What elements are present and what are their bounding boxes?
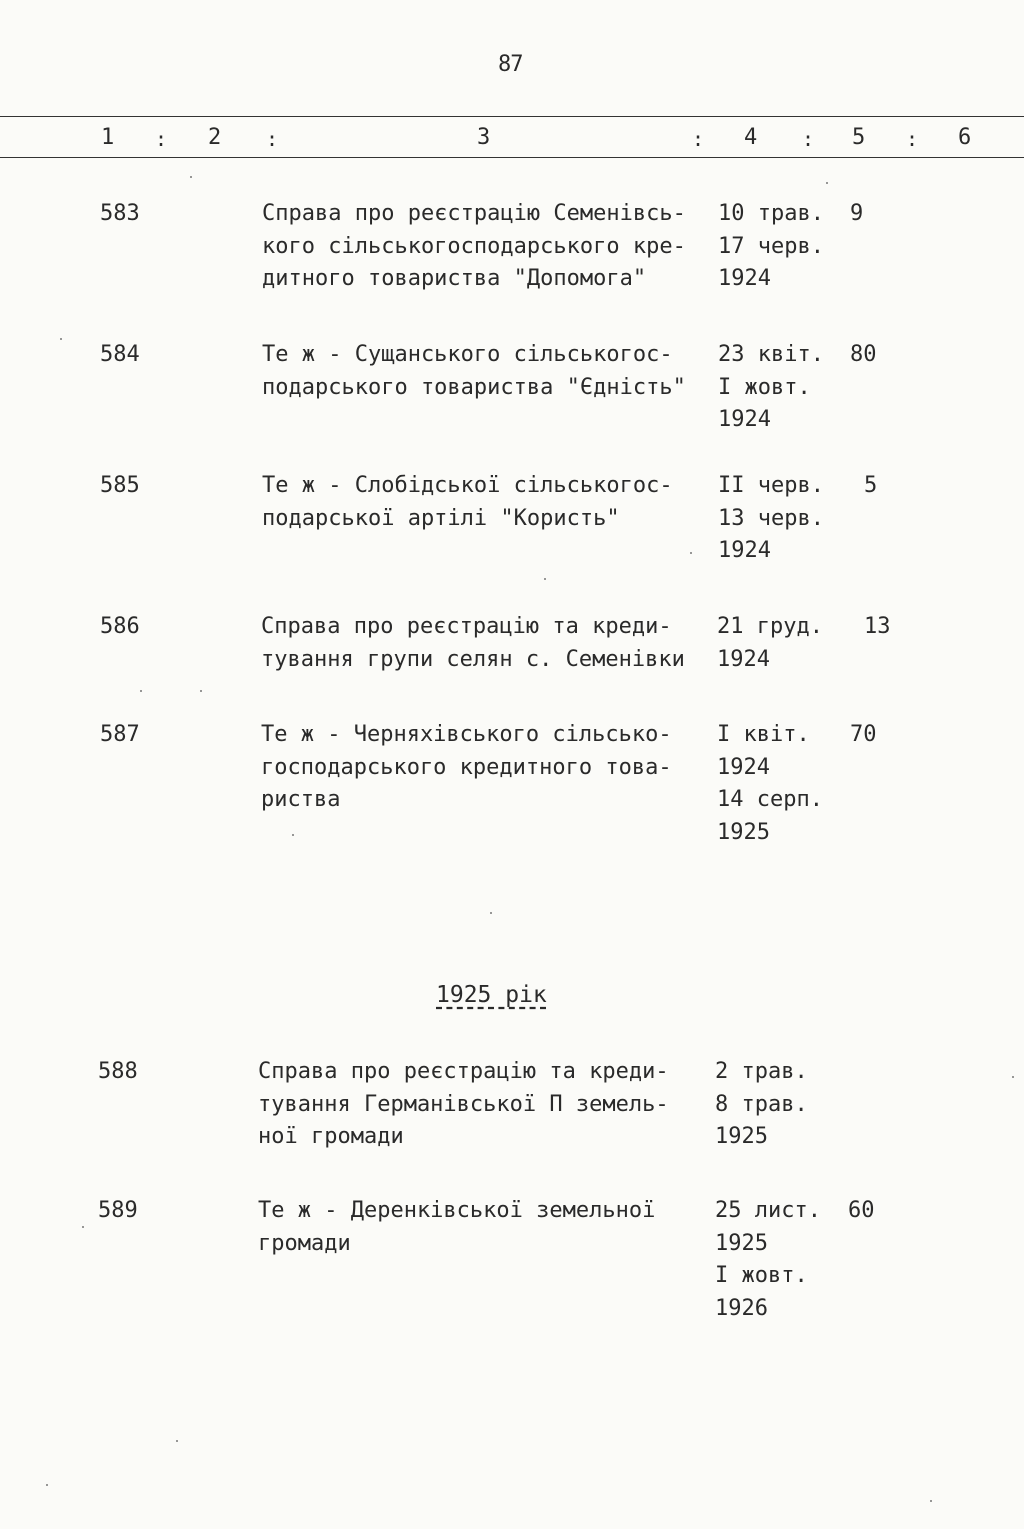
scan-speck <box>60 338 62 340</box>
date-line: 1924 <box>718 266 771 291</box>
record-dates <box>717 719 837 849</box>
description-line: господарського кредитного това- <box>261 754 672 780</box>
sheet-count: 13 <box>864 614 891 639</box>
description-line: подарської артілі "Користь" <box>262 505 620 531</box>
description-line: Те ж - Слобідської сільськогос- <box>262 473 673 498</box>
record-dates <box>715 1056 835 1154</box>
page-number: 87 <box>498 52 523 77</box>
record-dates <box>718 339 838 437</box>
scan-speck <box>544 578 546 580</box>
date-line: 21 груд. <box>717 614 823 639</box>
description-line: риства <box>261 787 341 812</box>
date-line: 23 квіт. <box>718 342 824 367</box>
year-heading: 1925 рік <box>436 982 547 1008</box>
record-number: 587 <box>100 722 140 747</box>
description-line: тування групи селян с. Семенівки <box>261 646 685 672</box>
date-line: 1924 <box>717 646 770 672</box>
scan-speck <box>930 1500 932 1502</box>
date-line: I жовт. <box>718 374 811 400</box>
record-description <box>261 719 706 817</box>
column-separator: : <box>266 127 279 151</box>
description-line: тування Германівської П земель- <box>258 1091 669 1117</box>
record-dates <box>718 470 838 568</box>
description-line: Те ж - Сущанського сільськогос- <box>262 342 673 367</box>
scan-speck <box>140 690 142 692</box>
record-number: 588 <box>98 1059 138 1084</box>
scan-speck <box>82 1226 84 1228</box>
record-description <box>258 1195 703 1260</box>
record-number: 586 <box>100 614 140 639</box>
date-line: 8 трав. <box>715 1091 808 1117</box>
date-line: 1926 <box>715 1295 768 1321</box>
header-top-rule <box>0 116 1024 117</box>
scan-speck <box>200 690 202 692</box>
scan-speck <box>826 182 828 184</box>
sheet-count: 70 <box>850 722 877 747</box>
column-separator: : <box>802 127 815 151</box>
description-line: Справа про реєстрацію та креди- <box>258 1059 669 1084</box>
record-description <box>262 198 707 296</box>
column-separator: : <box>906 127 919 151</box>
date-line: I квіт. <box>717 722 810 747</box>
column-separator: : <box>155 127 168 151</box>
description-line: Справа про реєстрацію Семенівсь- <box>262 201 686 226</box>
header-bottom-rule <box>0 157 1024 158</box>
column-header-6: 6 <box>958 125 972 150</box>
date-line: 1925 <box>717 819 770 845</box>
description-line: кого сільськогосподарського кре- <box>262 233 686 259</box>
record-dates <box>717 611 837 676</box>
sheet-count: 5 <box>864 473 878 498</box>
description-line: громади <box>258 1230 351 1256</box>
scan-speck <box>176 1440 178 1442</box>
scan-speck <box>292 834 294 836</box>
scan-speck <box>1012 1076 1014 1078</box>
scan-speck <box>690 552 692 554</box>
description-line: дитного товариства "Допомога" <box>262 266 647 291</box>
description-line: ної громади <box>258 1124 404 1149</box>
description-line: подарського товариства "Єдність" <box>262 374 686 400</box>
date-line: 2 трав. <box>715 1059 808 1084</box>
column-separator: : <box>692 127 705 151</box>
date-line: 13 черв. <box>718 505 824 531</box>
record-number: 585 <box>100 473 140 498</box>
date-line: 1925 <box>715 1124 768 1149</box>
column-header-2: 2 <box>208 125 222 150</box>
date-line: I жовт. <box>715 1263 808 1288</box>
record-description <box>262 339 707 404</box>
date-line: 1925 <box>715 1230 768 1256</box>
scan-speck <box>46 1484 48 1486</box>
date-line: 1924 <box>717 754 770 780</box>
column-header-4: 4 <box>744 125 758 150</box>
sheet-count: 9 <box>850 201 864 226</box>
record-description <box>258 1056 703 1154</box>
record-description <box>262 470 707 535</box>
date-line: 10 трав. <box>718 201 824 226</box>
description-line: Те ж - Черняхівського сільсько- <box>261 722 672 747</box>
date-line: 17 черв. <box>718 233 824 259</box>
date-line: 25 лист. <box>715 1198 821 1223</box>
record-dates <box>718 198 838 296</box>
record-number: 589 <box>98 1198 138 1223</box>
scan-speck <box>490 912 492 914</box>
date-line: 1924 <box>718 538 771 563</box>
record-dates <box>715 1195 835 1325</box>
description-line: Те ж - Деренківської земельної <box>258 1198 656 1223</box>
date-line: 14 серп. <box>717 787 823 812</box>
column-header-5: 5 <box>852 125 866 150</box>
column-header-1: 1 <box>101 125 115 150</box>
column-header-3: 3 <box>477 125 491 150</box>
record-number: 584 <box>100 342 140 367</box>
record-number: 583 <box>100 201 140 226</box>
date-line: 1924 <box>718 407 771 432</box>
sheet-count: 80 <box>850 342 877 367</box>
sheet-count: 60 <box>848 1198 875 1223</box>
date-line: II черв. <box>718 473 824 498</box>
scan-speck <box>190 176 192 178</box>
record-description <box>261 611 706 676</box>
description-line: Справа про реєстрацію та креди- <box>261 614 672 639</box>
